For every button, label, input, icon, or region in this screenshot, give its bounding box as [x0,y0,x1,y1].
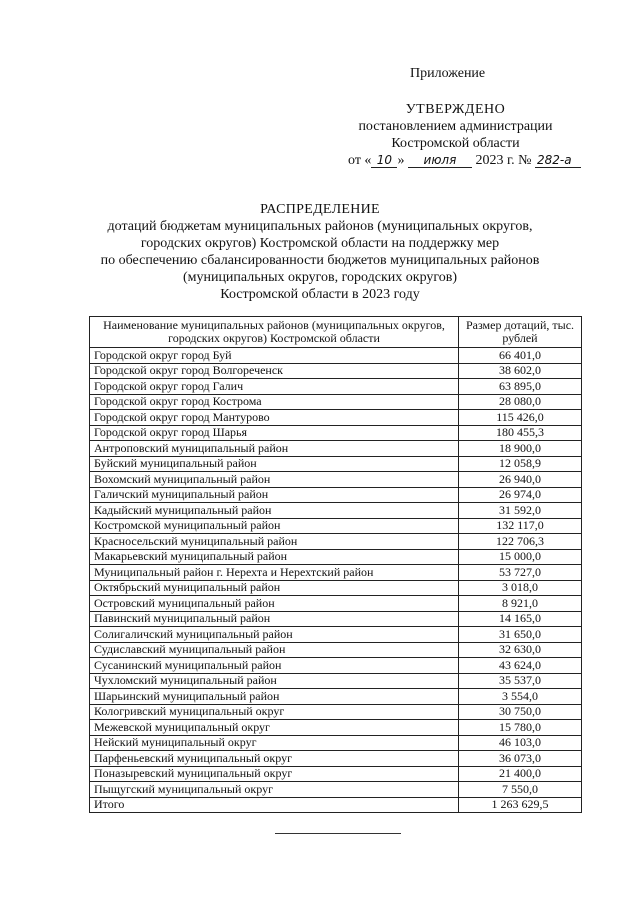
table-row [90,487,582,503]
municipality-name: Солигаличский муниципальный район [90,627,459,643]
heading-title: РАСПРЕДЕЛЕНИЕ [260,202,380,217]
subsidy-amount: 180 455,3 [459,425,582,441]
subsidy-amount: 53 727,0 [459,565,582,581]
subsidy-amount: 28 080,0 [459,394,582,410]
subsidy-amount: 15 000,0 [459,549,582,565]
appendix-label: Приложение [410,66,486,81]
approval-stamp-block [348,101,572,169]
municipality-name: Парфеньевский муниципальный округ [90,751,459,767]
handwritten-day: 10 [371,153,397,168]
municipality-name: Городской округ город Галич [90,379,459,395]
document-heading [80,201,560,303]
municipality-name: Антроповский муниципальный район [90,441,459,457]
municipality-name: Городской округ город Мантурово [90,410,459,426]
subsidy-amount: 21 400,0 [459,766,582,782]
table-row [90,441,582,457]
bottom-divider [275,833,401,834]
subsidy-amount: 32 630,0 [459,642,582,658]
table-row [90,363,582,379]
table-row [90,565,582,581]
decree-date-line [348,152,572,169]
municipality-name: Шарьинский муниципальный район [90,689,459,705]
approved-title: УТВЕРЖДЕНО [405,102,506,117]
table-row [90,503,582,519]
table-row [90,534,582,550]
table-row [90,425,582,441]
subsidy-amount: 7 550,0 [459,782,582,798]
municipality-name: Островский муниципальный район [90,596,459,612]
municipality-name: Макарьевский муниципальный район [90,549,459,565]
date-year: 2023 г. № [471,153,535,168]
municipality-name: Нейский муниципальный округ [90,735,459,751]
subsidy-amount: 15 780,0 [459,720,582,736]
municipality-name: Красносельский муниципальный район [90,534,459,550]
table-row [90,782,582,798]
table-header-row [90,317,582,348]
table-row [90,627,582,643]
subsidy-amount: 115 426,0 [459,410,582,426]
subsidy-amount: 18 900,0 [459,441,582,457]
municipality-name: Кологривский муниципальный округ [90,704,459,720]
municipality-name: Поназыревский муниципальный округ [90,766,459,782]
table-row [90,596,582,612]
total-label: Итого [90,797,459,813]
municipality-name: Межевской муниципальный округ [90,720,459,736]
municipality-name: Буйский муниципальный район [90,456,459,472]
municipality-name: Городской округ город Кострома [90,394,459,410]
subsidy-amount: 31 650,0 [459,627,582,643]
table-row [90,549,582,565]
municipality-name: Сусанинский муниципальный район [90,658,459,674]
table-row [90,348,582,364]
municipality-name: Галичский муниципальный район [90,487,459,503]
table-row [90,673,582,689]
column-header-name: Наименование муниципальных районов (муниципальных округов, городских округов) Костромской области [90,317,459,348]
subsidy-amount: 3 554,0 [459,689,582,705]
subsidy-amount: 43 624,0 [459,658,582,674]
subsidy-amount: 122 706,3 [459,534,582,550]
municipality-name: Городской округ город Буй [90,348,459,364]
table-row [90,394,582,410]
distribution-table [89,316,582,813]
subsidy-amount: 35 537,0 [459,673,582,689]
table-row [90,410,582,426]
subsidy-amount: 38 602,0 [459,363,582,379]
subsidy-amount: 63 895,0 [459,379,582,395]
subsidy-amount: 26 974,0 [459,487,582,503]
municipality-name: Павинский муниципальный район [90,611,459,627]
subsidy-amount: 31 592,0 [459,503,582,519]
total-value: 1 263 629,5 [459,797,582,813]
subsidy-amount: 132 117,0 [459,518,582,534]
municipality-name: Октябрьский муниципальный район [90,580,459,596]
subsidy-amount: 30 750,0 [459,704,582,720]
table-row [90,580,582,596]
heading-line-3: по обеспечению сбалансированности бюджетов муниципальных районов [100,253,540,268]
municipality-name: Костромской муниципальный район [90,518,459,534]
table-row [90,751,582,767]
table-row [90,472,582,488]
heading-line-5: Костромской области в 2023 году [220,287,420,302]
table-row [90,518,582,534]
handwritten-month: июля [408,153,472,168]
column-header-value: Размер дотаций, тыс. рублей [459,317,582,348]
municipality-name: Городской округ город Волгореченск [90,363,459,379]
subsidy-amount: 8 921,0 [459,596,582,612]
municipality-name: Кадыйский муниципальный район [90,503,459,519]
handwritten-decree-number: 282-а [535,153,581,168]
table-row [90,689,582,705]
approved-line-1: постановлением администрации [358,119,553,134]
municipality-name: Вохомский муниципальный район [90,472,459,488]
total-row [90,797,582,813]
subsidy-amount: 66 401,0 [459,348,582,364]
municipality-name: Судиславский муниципальный район [90,642,459,658]
table-row [90,456,582,472]
table-row [90,379,582,395]
municipality-name: Муниципальный район г. Нерехта и Нерехтский район [90,565,459,581]
heading-line-2: городских округов) Костромской области на поддержку мер [140,236,500,251]
municipality-name: Пыщугский муниципальный округ [90,782,459,798]
approved-line-2: Костромской области [391,136,520,151]
table-row [90,658,582,674]
table-row [90,704,582,720]
municipality-name: Чухломский муниципальный район [90,673,459,689]
table-row [90,642,582,658]
date-separator: » [397,153,408,168]
municipality-name: Городской округ город Шарья [90,425,459,441]
table-body [90,348,582,798]
table-row [90,766,582,782]
subsidy-amount: 3 018,0 [459,580,582,596]
heading-line-4: (муниципальных округов, городских округов) [182,270,458,285]
table-row [90,720,582,736]
subsidy-amount: 26 940,0 [459,472,582,488]
subsidy-amount: 12 058,9 [459,456,582,472]
heading-line-1: дотаций бюджетам муниципальных районов (муниципальных округов, [107,219,533,234]
subsidy-amount: 36 073,0 [459,751,582,767]
table-row [90,735,582,751]
table-row [90,611,582,627]
subsidy-amount: 14 165,0 [459,611,582,627]
subsidy-amount: 46 103,0 [459,735,582,751]
date-prefix: от « [348,153,372,168]
